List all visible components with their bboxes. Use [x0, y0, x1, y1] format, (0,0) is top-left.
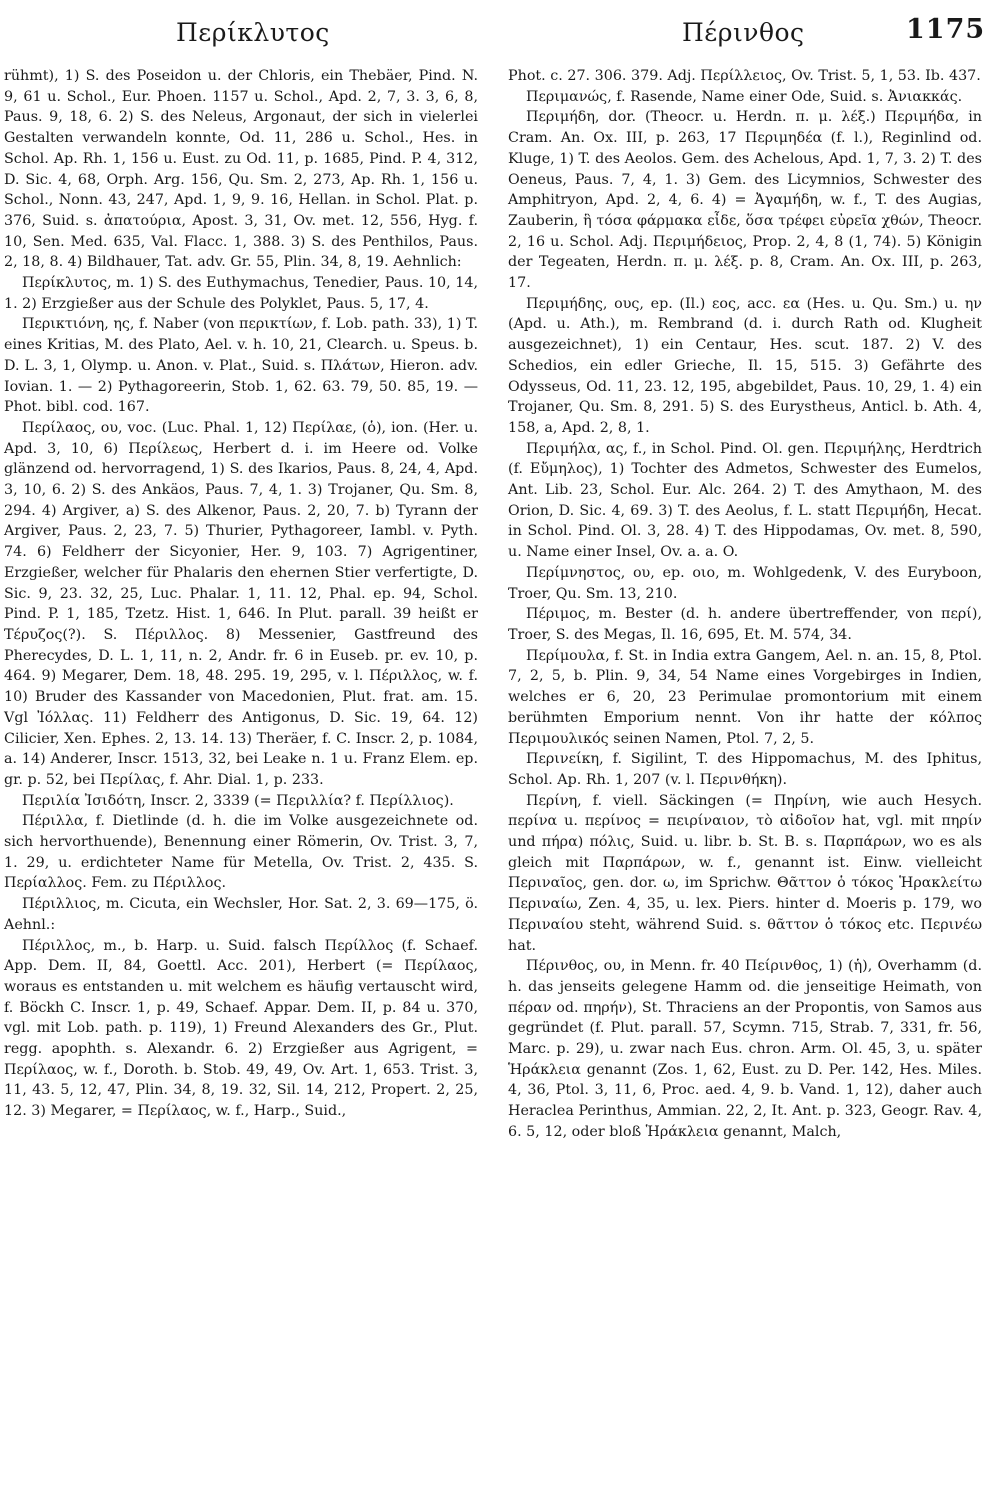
entry-periklytos: Περίκλυτος, m. 1) S. des Euthymachus, Tenedier, Paus. 10, 14, 1. 2) Erzgießer aus der Schule des Polyklet, Paus. 5, 17, 4. [4, 275, 478, 312]
right-running-headword: Πέρινθος [682, 18, 805, 47]
entry-perimos: Πέριμος, m. Bester (d. h. andere übertreffender, von περί), Troer, S. des Megas, Il. 16, 695, Et. M. 574, 34. [508, 606, 982, 643]
entry-perilia: Περιλία Ἰσιδότη, Inscr. 2, 3339 (= Περιλλία? f. Περίλλιος). [22, 792, 454, 809]
entry-perimnestos: Περίμνηστος, ου, ep. οιο, m. Wohlgedenk, V. des Euryboon, Troer, Qu. Sm. 13, 210. [508, 564, 982, 602]
entry-perilaos: Περίλαος, ου, voc. (Luc. Phal. 1, 12) Περίλαε, (ὁ), ion. (Her. u. Apd. 3, 10, 6) Περίλεως, Herbert d. i. im Heere od. Volke glänzend od. hervorragend, 1) S. des Ikarios, Paus. 8, 24, 4, Apd. 3, 10, 6. 2) S. des Ankäos, Paus. 7, 4, 1. 3) Trojaner, Qu. Sm. 8, 294. 4) Argiver, a) S. des Alkenor, Paus. 2, 20, 7. b) Tyrann der Argiver, Paus. 2, 23, 7. 5) Thurier, Pythagoreer, Iambl. v. Pyth. 74. 6) Feldherr der Sicyonier, Her. 9, 103. 7) Agrigentiner, Erzgießer, welcher für Phalaris den ehernen Stier verfertigte, D. Sic. 9, 23. 32, 25, Luc. Phalar. 1, 11. 12, Phal. ep. 94, Schol. Pind. P. 1, 185, Tzetz. Hist. 1, 646. In Plut. parall. 39 heißt er Τέρυζος(?). S. Πέριλλος. 8) Messenier, Gastfreund des Pherecydes, D. L. 1, 11, n. 2, Andr. fr. 6 in Euseb. pr. ev. 10, p. 464. 9) Megarer, Dem. 18, 48. 295. 19, 295, v. l. Πέριλλος, w. f. 10) Bruder des Kassander von Macedonien, Plut. frat. am. 15. Vgl Ἰόλλας. 11) Feldherr des Antigonus, D. Sic. 19, 64. 12) Cilicier, Xen. Ephes. 2, 13. 14. 13) Theräer, f. C. Inscr. 2, p. 1084, a. 14) Anderer, Inscr. 1513, 32, bei Leake n. 1 u. Franz Elem. ep. gr. p. 52, bei Περίλας, f. Ahr. Dial. 1, p. 233. [4, 419, 478, 788]
page-header [0, 12, 1000, 58]
entry-perimanos: Περιμανώς, f. Rasende, Name einer Ode, Suid. s. Ἀνιακκάς. [526, 88, 963, 105]
entry-perimula: Περίμουλα, f. St. in India extra Gangem, Ael. n. an. 15, 8, Ptol. 7, 2, 5, b. Plin. 9, 34, 54 Name eines Vorgebirges in Indien, welches er 6, 20, 23 Perimulae promontorium mit einem berühmten Emporium nennt. Von ihr hatte der κόλπος Περιμουλικός seinen Namen, Ptol. 7, 2, 5. [508, 647, 982, 747]
entry-perillos: Πέριλλος, m., b. Harp. u. Suid. falsch Περίλλος (f. Schaef. App. Dem. II, 84, Goettl. Acc. 201), Herbert (= Περίλαος, woraus es entstanden u. mit welchem es häufig vertauscht wird, f. Böckh C. Inscr. 1, p. 49, Schaef. Appar. Dem. II, p. 84 u. 370, vgl. mit Lob. path. p. 119), 1) Freund Alexanders des Gr., Plut. regg. apophth. s. Alexandr. 6. 2) Erzgießer aus Agrigent, = Περίλαος, w. f., Doroth. b. Stob. 49, 49, Ov. Art. 1, 653. Trist. 3, 11, 43. 5, 12, 47, Plin. 34, 8, 19. 32, Sil. 14, 212, Propert. 2, 25, 12. 3) Megarer, = Περίλαος, w. f., Harp., Suid., [4, 937, 478, 1120]
entry-perineike: Περινείκη, f. Sigilint, T. des Hippomachus, M. des Iphitus, Schol. Ap. Rh. 1, 207 (v. l. Περινθήκη). [508, 751, 982, 788]
entry-continuation: Phot. c. 27. 306. 379. Adj. Περίλλειος, Ov. Trist. 5, 1, 53. Ib. 437. [508, 68, 981, 84]
left-running-headword: Περίκλυτος [176, 18, 330, 47]
entry-perimedes: Περιμήδης, ους, ep. (Il.) εος, acc. εα (Hes. u. Qu. Sm.) u. ην (Apd. u. Ath.), m. Rembrand (d. i. durch Rath od. Klugheit ausgezeichnet), 1) ein Centaur, Hes. scut. 187. 2) V. des Schedios, ein edler Grieche, Il. 15, 515. 3) Gefährte des Odysseus, Od. 11, 23. 12, 195, abgebildet, Paus. 10, 29, 1. 4) ein Trojaner, Qu. Sm. 8, 291. 5) S. des Eurystheus, Anticl. b. Ath. 4, 158, a, Apd. 2, 8, 1. [508, 295, 982, 436]
entry-periktione: Περικτιόνη, ης, f. Naber (von περικτίων, f. Lob. path. 33), 1) T. eines Kritias, M. des Plato, Ael. v. h. 10, 21, Clearch. u. Speus. b. D. L. 3, 1, Olymp. u. Anon. v. Plat., Suid. s. Πλάτων, Hieron. adv. Iovian. 1. — 2) Pythagoreerin, Stob. 1, 62. 63. 79, 50. 85, 19. — Phot. bibl. cod. 167. [4, 316, 478, 416]
entry-perilla: Πέριλλα, f. Dietlinde (d. h. die im Volke ausgezeichnete od. sich hervorthuende), Benennung einer Römerin, Ov. Trist. 3, 7, 1. 29, u. erdichteter Name für Metella, Ov. Trist. 2, 435. S. Περίαλλος. Fem. zu Πέριλλος. [4, 813, 478, 892]
entry-perinthos: Πέρινθος, ου, in Menn. fr. 40 Πείρινθος, 1) (ἡ), Overhamm (d. h. das jenseits gelegene Hamm od. die jenseitige Heimath, von πέραν od. πηρήν), St. Thraciens an der Propontis, von Samos aus gegründet (f. Plut. parall. 57, Scymn. 715, Strab. 7, 331, fr. 56, Marc. p. 29), u. zwar nach Eus. chron. Arm. Ol. 45, 3, u. später Ἡράκλεια genannt (Zos. 1, 62, Eust. zu D. Per. 142, Hes. Miles. 4, 36, Ptol. 3, 11, 6, Proc. aed. 4, 9. b. Vand. 1, 12), daher auch Heraclea Perinthus, Ammian. 22, 2, It. Ant. p. 323, Geogr. Rav. 4, 6. 5, 12, oder bloß Ἡράκλεια genannt, Malch, [508, 958, 982, 1140]
right-column [508, 66, 982, 1143]
entry-continuation: rühmt), 1) S. des Poseidon u. der Chloris, ein Thebäer, Pind. N. 9, 61 u. Schol., Eur. Phoen. 1157 u. Schol., Apd. 2, 7, 3. 3, 6, 8, Paus. 9, 18, 6. 2) S. des Neleus, Argonaut, der sich in vielerlei Gestalten verwandeln konnte, Od. 11, 286 u. Schol., Hes. in Schol. Ap. Rh. 1, 156 u. Eust. zu Od. 11, p. 1685, Pind. P. 4, 312, D. Sic. 4, 68, Orph. Arg. 156, Qu. Sm. 2, 273, Ap. Rh. 1, 156 u. Schol., Nonn. 43, 247, Apd. 1, 9, 9. 16, Hellan. in Schol. Plat. p. 376, Suid. s. ἀπατούρια, Apost. 3, 31, Ov. met. 12, 556, Hyg. f. 10, Sen. Med. 635, Val. Flacc. 1, 388. 3) S. des Penthilos, Paus. 2, 18, 8. 4) Bildhauer, Tat. adv. Gr. 55, Plin. 34, 8, 19. Aehnlich: [4, 68, 478, 271]
page-number: 1175 [906, 14, 986, 45]
entry-perillios: Πέριλλιος, m. Cicuta, ein Wechsler, Hor. Sat. 2, 3. 69—175, ö. Aehnl.: [4, 896, 478, 933]
entry-perimede: Περιμήδη, dor. (Theocr. u. Herdn. π. μ. λέξ.) Περιμήδα, in Cram. An. Ox. III, p. 263, 17 Περιμηδέα (f. l.), Reginlind od. Kluge, 1) T. des Aeolos. Gem. des Achelous, Apd. 1, 7, 3. 2) T. des Oeneus, Paus. 7, 4, 1. 3) Gem. des Licymnios, Schwester des Amphitryon, Apd. 2, 4, 6. 4) = Ἀγαμήδη, w. f., T. des Augias, Zauberin, ἣ τόσα φάρμακα εἶδε, ὅσα τρέφει εὐρεῖα χθών, Theocr. 2, 16 u. Schol. Adj. Περιμήδειος, Prop. 2, 4, 8 (1, 74). 5) Königin der Tegeaten, Herdn. π. μ. λέξ. p. 8, Cram. An. Ox. III, p. 263, 17. [508, 109, 982, 292]
entry-perimela: Περιμήλα, ας, f., in Schol. Pind. Ol. gen. Περιμήλης, Herdtrich (f. Εὔμηλος), 1) Tochter des Admetos, Schwester des Eumelos, Ant. Lib. 23, Schol. Eur. Alc. 264. 2) T. des Amythaon, M. des Orion, D. Sic. 4, 69. 3) T. des Aeolus, f. L. statt Περιμήδη, Hecat. in Schol. Pind. Ol. 3, 28. 4) T. des Hippodamas, Ov. met. 8, 590, u. Name einer Insel, Ov. a. a. O. [508, 440, 982, 561]
left-column [4, 66, 478, 1122]
entry-perine: Περίνη, f. viell. Säckingen (= Πηρίνη, wie auch Hesych. περίνα u. περίνος = πειρίναιον, τὸ αἰδοῖον hat, vgl. mit πηρίν und πήρα) πόλις, Suid. u. libr. b. St. B. s. Παρπάρων, wo es als gleich mit Παρπάρων, w. f., genannt ist. Einw. vielleicht Περιναῖος, gen. dor. ω, im Sprichw. Θᾶττον ὁ τόκος Ἡρακλείτω Περιναίω, Zen. 4, 35, u. lex. Piers. hinter d. Moeris p. 179, wo Περιναίου steht, während Suid. s. θᾶττον ὁ τόκος etc. Περινέω hat. [508, 792, 982, 954]
